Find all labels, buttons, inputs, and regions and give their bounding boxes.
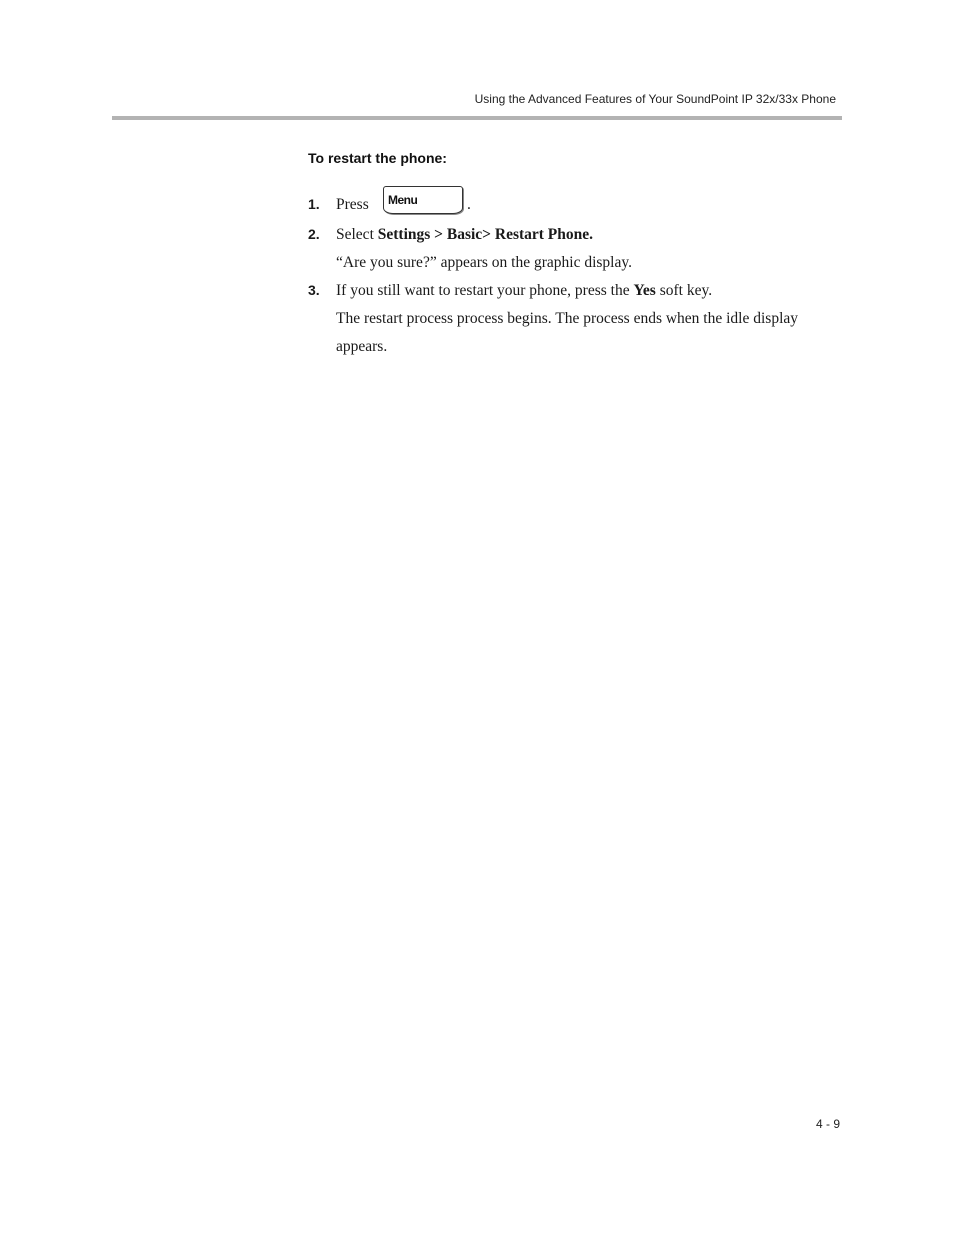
step-number: 1. — [308, 196, 320, 212]
step-1 — [308, 196, 369, 214]
step-2 — [308, 226, 593, 244]
procedure-heading: To restart the phone: — [308, 150, 447, 166]
step-text-after: . — [467, 196, 471, 213]
header-rule — [112, 116, 842, 120]
step-text: Press — [336, 196, 369, 213]
step-result: “Are you sure?” appears on the graphic display. — [336, 254, 632, 271]
step-result-line-2: appears. — [336, 338, 388, 355]
menu-key-label: Menu — [388, 193, 418, 207]
step-result-line-1: The restart process process begins. The process ends when the idle display — [336, 310, 799, 327]
step-text: Select — [336, 226, 374, 243]
page-number: 4 - 9 — [815, 1117, 840, 1131]
step-text: If you still want to restart your phone, press the — [336, 282, 630, 299]
step-3 — [308, 282, 712, 300]
running-header: Using the Advanced Features of Your SoundPoint IP 32x/33x Phone — [474, 92, 836, 106]
soft-key-name: Yes — [633, 282, 656, 299]
step-text-after: soft key. — [659, 282, 713, 299]
step-number: 2. — [308, 226, 320, 242]
menu-path: Settings > Basic> Restart Phone. — [377, 226, 594, 243]
menu-key-icon — [383, 186, 463, 214]
step-number: 3. — [308, 282, 320, 298]
